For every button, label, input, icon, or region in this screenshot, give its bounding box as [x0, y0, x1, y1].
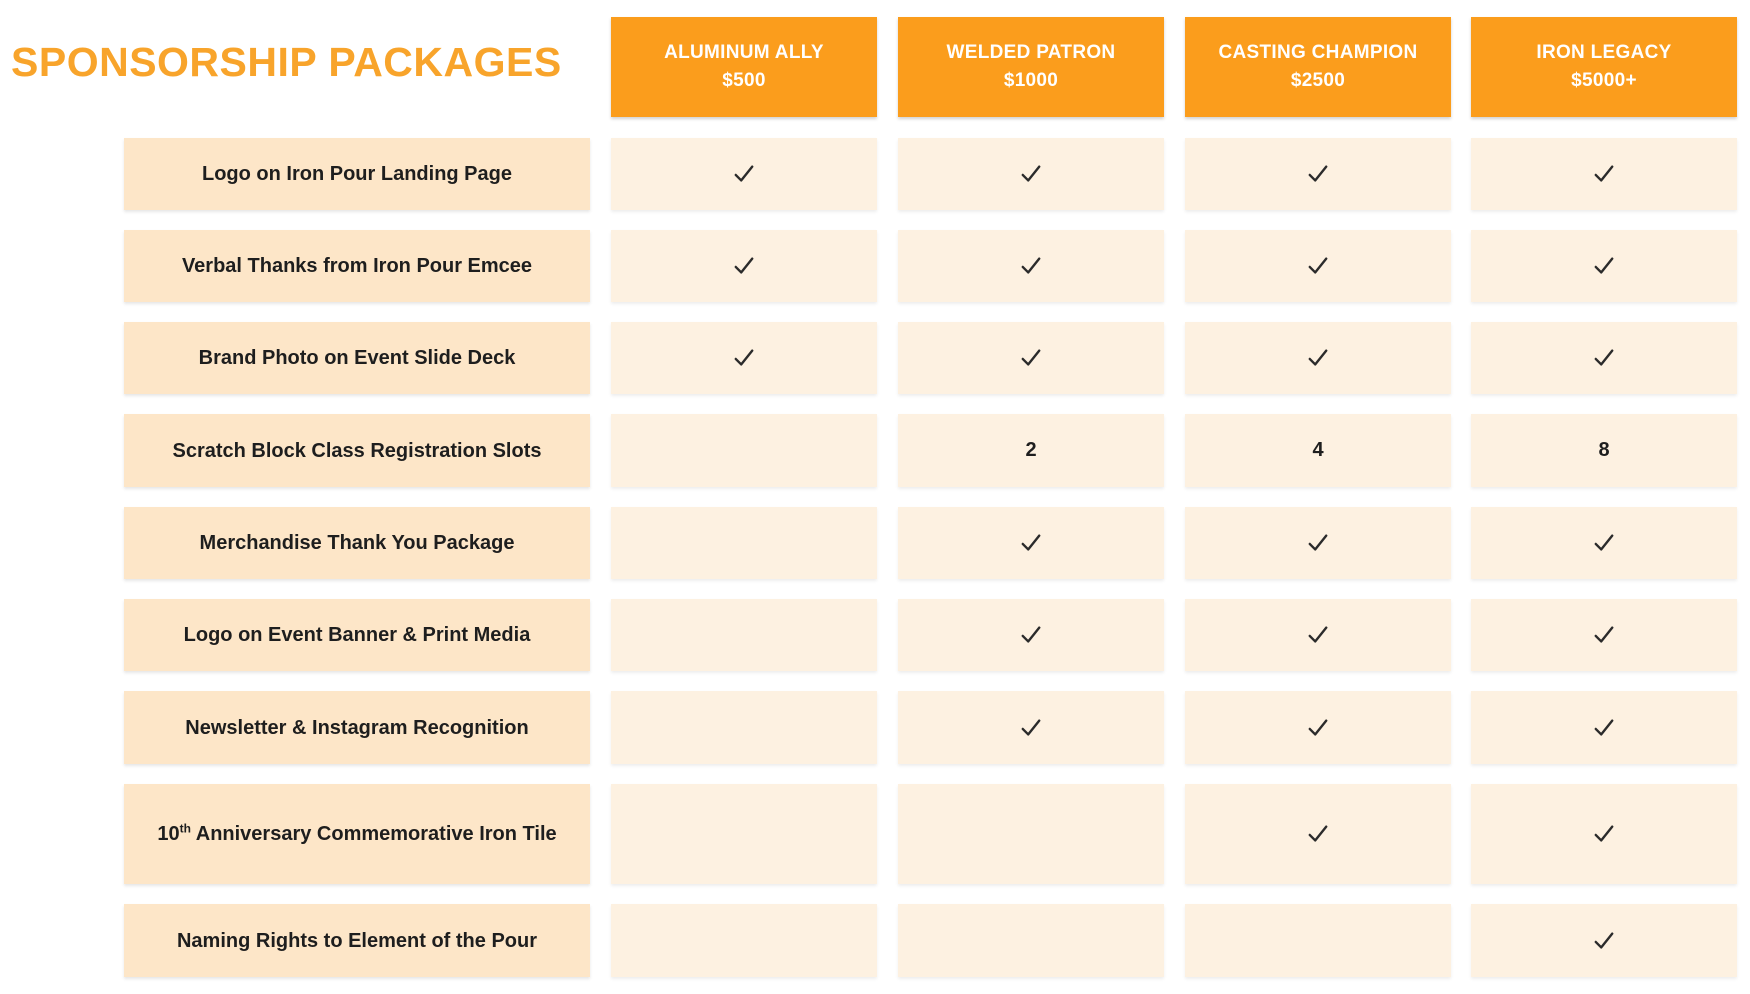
- feature-text: Anniversary Commemorative Iron Tile: [190, 823, 557, 845]
- feature-label: Logo on Iron Pour Landing Page: [124, 138, 590, 210]
- value-cell: [1471, 691, 1737, 764]
- check-icon: [1020, 255, 1042, 277]
- tier-price: $2500: [1290, 70, 1346, 91]
- feature-label: Verbal Thanks from Iron Pour Emcee: [124, 230, 590, 302]
- table-row: [0, 904, 1750, 977]
- check-icon: [1020, 624, 1042, 646]
- value-cell: [611, 507, 877, 579]
- value-cell: [898, 138, 1164, 210]
- check-icon: [1593, 255, 1615, 277]
- value-cell: [1471, 904, 1737, 977]
- value-cell: [898, 599, 1164, 671]
- feature-label: Newsletter & Instagram Recognition: [124, 691, 590, 764]
- value-cell: [611, 904, 877, 977]
- value-cell: [611, 230, 877, 302]
- value-cell: [1471, 230, 1737, 302]
- tier-price: $500: [722, 70, 766, 91]
- value-cell: [1185, 691, 1451, 764]
- check-icon: [1020, 532, 1042, 554]
- value-cell: [898, 904, 1164, 977]
- slot-count: 2: [1025, 439, 1037, 461]
- check-icon: [733, 347, 755, 369]
- feature-label: Logo on Event Banner & Print Media: [124, 599, 590, 671]
- check-icon: [1020, 347, 1042, 369]
- value-cell: [898, 507, 1164, 579]
- tier-name: IRON LEGACY: [1536, 42, 1672, 63]
- value-cell: [1185, 230, 1451, 302]
- check-icon: [1593, 347, 1615, 369]
- feature-label: Naming Rights to Element of the Pour: [124, 904, 590, 977]
- feature-label: Scratch Block Class Registration Slots: [124, 414, 590, 487]
- table-row: [0, 507, 1750, 579]
- table-row: [0, 691, 1750, 764]
- value-cell: [1471, 414, 1737, 487]
- slot-count: 4: [1312, 439, 1324, 461]
- value-cell: [611, 322, 877, 394]
- value-cell: [1185, 138, 1451, 210]
- value-cell: [1185, 599, 1451, 671]
- value-cell: [611, 414, 877, 487]
- table-row: [0, 414, 1750, 487]
- ordinal-suffix: th: [179, 821, 191, 836]
- value-cell: [898, 322, 1164, 394]
- feature-label: Merchandise Thank You Package: [124, 507, 590, 579]
- value-cell: [1471, 507, 1737, 579]
- tier-header-casting-champion: [1185, 17, 1451, 117]
- check-icon: [1020, 717, 1042, 739]
- check-icon: [1307, 823, 1329, 845]
- check-icon: [1593, 823, 1615, 845]
- check-icon: [1307, 163, 1329, 185]
- check-icon: [733, 255, 755, 277]
- value-cell: [898, 784, 1164, 884]
- tier-name: WELDED PATRON: [946, 42, 1116, 63]
- tier-name: ALUMINUM ALLY: [664, 42, 824, 63]
- check-icon: [1593, 717, 1615, 739]
- tier-price: $1000: [1003, 70, 1059, 91]
- value-cell: [1185, 322, 1451, 394]
- value-cell: [611, 691, 877, 764]
- check-icon: [1593, 930, 1615, 952]
- tier-price: $5000+: [1571, 70, 1637, 91]
- check-icon: [1307, 717, 1329, 739]
- table-row: [0, 322, 1750, 394]
- value-cell: [611, 599, 877, 671]
- value-cell: [1185, 507, 1451, 579]
- value-cell: [898, 414, 1164, 487]
- value-cell: [1471, 138, 1737, 210]
- value-cell: [1185, 904, 1451, 977]
- value-cell: [1185, 414, 1451, 487]
- feature-label: Brand Photo on Event Slide Deck: [124, 322, 590, 394]
- check-icon: [1307, 532, 1329, 554]
- check-icon: [1307, 624, 1329, 646]
- table-row: [0, 599, 1750, 671]
- feature-label: [124, 784, 590, 884]
- check-icon: [1593, 532, 1615, 554]
- page-title: SPONSORSHIP PACKAGES: [11, 39, 562, 85]
- check-icon: [1307, 347, 1329, 369]
- value-cell: [898, 691, 1164, 764]
- table-row: [0, 784, 1750, 884]
- value-cell: [1471, 322, 1737, 394]
- check-icon: [733, 163, 755, 185]
- tier-name: CASTING CHAMPION: [1218, 42, 1418, 63]
- value-cell: [898, 230, 1164, 302]
- check-icon: [1307, 255, 1329, 277]
- tier-header-iron-legacy: [1471, 17, 1737, 117]
- value-cell: [611, 138, 877, 210]
- table-row: [0, 230, 1750, 302]
- check-icon: [1593, 163, 1615, 185]
- value-cell: [1471, 784, 1737, 884]
- check-icon: [1020, 163, 1042, 185]
- tier-header-aluminum-ally: [611, 17, 877, 117]
- check-icon: [1593, 624, 1615, 646]
- slot-count: 8: [1598, 439, 1610, 461]
- value-cell: [611, 784, 877, 884]
- tier-header-welded-patron: [898, 17, 1164, 117]
- table-row: [0, 138, 1750, 210]
- value-cell: [1185, 784, 1451, 884]
- feature-number: 10: [157, 823, 180, 845]
- value-cell: [1471, 599, 1737, 671]
